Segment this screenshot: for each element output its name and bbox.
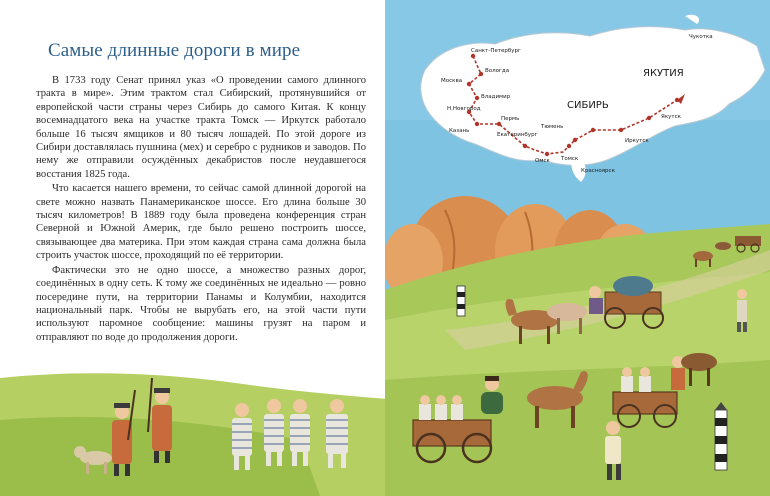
map-city-vladimir: Владимир	[481, 94, 511, 100]
map-city-ekaterinburg: Екатеринбург	[497, 132, 538, 138]
paragraph-2: Что касается нашего времени, то сейчас самой длинной дорогой на свете можно назвать Панамериканское шоссе. Его длина больше 30 тысяч километров! В 1889 году была проведена конференция стран Северной и Южной Америк, где было решено построить шоссе, связывающее два материка. При этом каждая страна сама должна была строить участок шоссе, проходящий по её территории.	[36, 183, 366, 262]
map-city-chukotka: Чукотка	[689, 34, 713, 40]
map-city-vologda: Вологда	[485, 68, 510, 74]
map-label-siberia: СИБИРЬ	[567, 100, 609, 111]
map-city-perm: Пермь	[501, 116, 520, 122]
map-city-yakutsk: Якутск	[661, 114, 681, 120]
map-city-nnovgorod: Н.Новгород	[447, 106, 481, 112]
map-label-yakutia: ЯКУТИЯ	[643, 68, 684, 79]
page-title: Самые длинные дороги в мире	[48, 40, 301, 61]
map-city-spb: Санкт-Петербург	[471, 48, 521, 54]
map-city-omsk: Омск	[535, 158, 550, 164]
map-city-krasnoyarsk: Красноярск	[581, 168, 615, 174]
paragraph-1: В 1733 году Сенат принял указ «О проведении самого длинного тракта в мире». Этим трактом стал Сибирский, протянувшийся от европейской части страны через Сибирь до самого Китая. К концу восемнадцатого века на участке тракта Томск — Иркутск работало больше 16 тысяч ямщиков и 80 тысяч лошадей. По этой дороге из Сибири доставлялась пушнина (мех) и серебро с рудников и заводов. По нему же отправили осуждённых декабристов после неудавшегося восстания 1825 года.	[36, 75, 366, 180]
milestone-post-left	[457, 286, 465, 316]
paragraph-3: Фактически это не одно шоссе, а множество разных дорог, соединённых в одну сеть. К тому же соединённых не идеально — ровно посередине пути, на территории Панамы и Колумбии, находится национальный парк. Чтобы не вырубать его, на этой части пути используют паромное сообщение: машины грузят на паром и отправляют по воде до продолжения дороги.	[36, 264, 366, 343]
map-city-moscow: Москва	[441, 78, 463, 84]
illustration-page	[385, 0, 770, 496]
map-city-kazan: Казань	[449, 128, 470, 134]
map-city-irkutsk: Иркутск	[625, 138, 649, 144]
map-city-tomsk: Томск	[561, 156, 579, 162]
siberia-illustration	[385, 0, 770, 496]
map-city-tyumen: Тюмень	[541, 124, 564, 130]
milestone-post-right	[715, 402, 727, 470]
